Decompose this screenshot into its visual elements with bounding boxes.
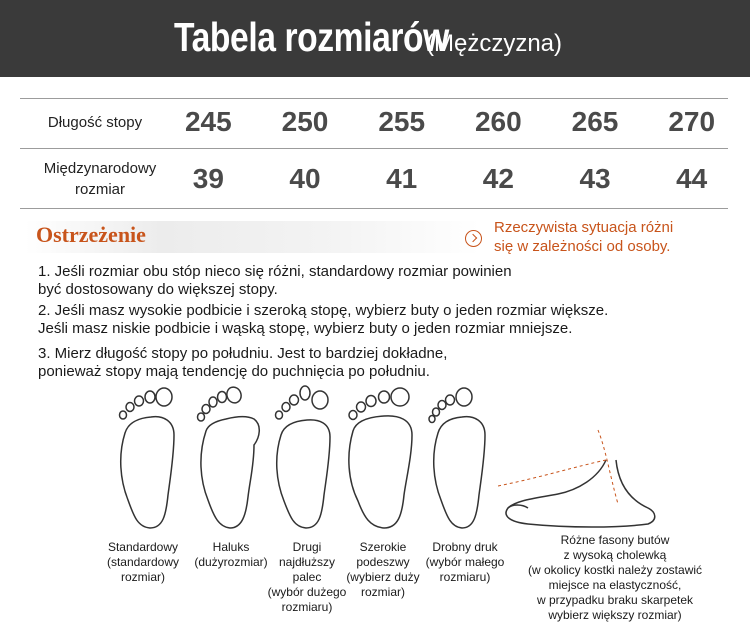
foot-label-wide-sole: Szerokie podeszwy (wybierz duży rozmiar): [346, 540, 420, 599]
table-cell: 42: [482, 163, 514, 194]
header-bar: [0, 0, 750, 77]
instruction-line: 1. Jeśli rozmiar obu stóp nieco się różni, standardowy rozmiar powinien: [38, 263, 512, 280]
chevron-right-icon: [465, 230, 482, 247]
row-label-international-size: Międzynarodowy rozmiar: [43, 160, 157, 198]
bunion-foot-icon: [186, 385, 266, 535]
foot-label-bunion: Haluks (dużyrozmiar): [194, 540, 268, 569]
foot-label-standard: Standardowy (standardowy rozmiar): [106, 540, 180, 584]
instruction-line: 3. Mierz długość stopy po południu. Jest to bardziej dokładne,: [38, 345, 448, 362]
table-cell: 245: [184, 106, 232, 137]
long-second-toe-foot-icon: [264, 385, 344, 535]
table-bottom-rule: [20, 208, 728, 209]
table-cell: 41: [386, 163, 418, 194]
variation-note: Rzeczywista sytuacja różni się w zależności od osoby.: [494, 219, 674, 255]
table-cell: 270: [668, 106, 716, 137]
table-cell: 39: [192, 163, 224, 194]
table-row-international-size: [160, 163, 740, 195]
table-cell: 43: [579, 163, 611, 194]
foot-label-high-top-shoes: Różne fasony butów z wysoką cholewką (w okolicy kostki należy zostawić miejsce na elastyczność, w przypadku braku skarpetek wybierz większy rozmiar): [527, 533, 703, 622]
instruction-line: 2. Jeśli masz wysokie podbicie i szeroką stopę, wybierz buty o jeden rozmiar większe.: [38, 302, 609, 319]
table-row-foot-length: [160, 106, 740, 138]
table-cell: 40: [289, 163, 321, 194]
row-label-foot-length: Długość stopy: [47, 114, 143, 131]
small-toe-foot-icon: [420, 385, 500, 535]
table-cell: 250: [281, 106, 329, 137]
standard-foot-icon: [108, 385, 188, 535]
table-middle-rule: [20, 148, 728, 149]
instruction-line: ponieważ stopy mają tendencję do puchnięcia po południu.: [38, 363, 430, 380]
warning-title: Ostrzeżenie: [36, 222, 146, 247]
table-cell: 265: [571, 106, 619, 137]
wide-foot-icon: [340, 385, 425, 535]
foot-label-small-toe: Drobny druk (wybór małego rozmiaru): [425, 540, 505, 584]
table-cell: 260: [474, 106, 522, 137]
instruction-line: Jeśli masz niskie podbicie i wąską stopę, wybierz buty o jeden rozmiar mniejsze.: [38, 320, 573, 337]
title-subtitle: (Mężczyzna): [426, 30, 563, 57]
title-main: Tabela rozmiarów: [174, 14, 449, 60]
foot-label-long-second-toe: Drugi najdłuższy palec (wybór dużego rozmiaru): [267, 540, 347, 614]
page-title: [174, 14, 562, 61]
table-cell: 44: [676, 163, 708, 194]
instruction-line: być dostosowany do większej stopy.: [38, 281, 278, 298]
side-foot-icon: [498, 420, 668, 530]
table-top-rule: [20, 98, 728, 99]
table-cell: 255: [378, 106, 426, 137]
